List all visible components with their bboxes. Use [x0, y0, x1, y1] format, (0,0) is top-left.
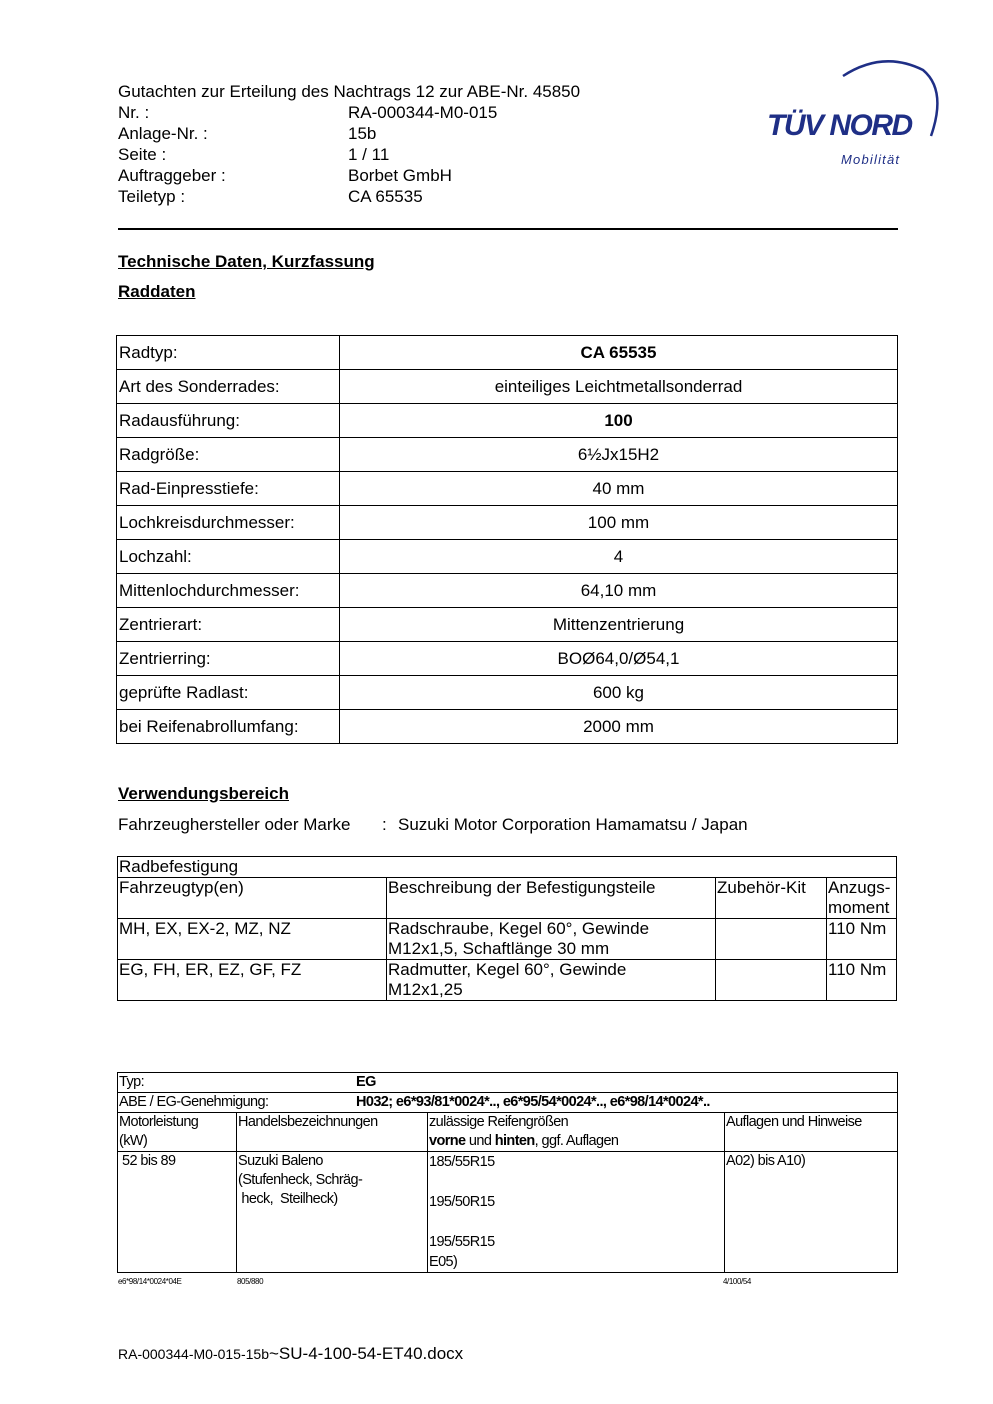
abe-label: ABE / EG-Genehmigung:: [119, 1094, 269, 1110]
raddaten-value: 6½Jx15H2: [340, 438, 898, 472]
table-row: [117, 574, 898, 608]
header-label-nr: Nr. :: [118, 103, 150, 122]
befestigung-title: Radbefestigung: [118, 857, 897, 878]
typ-header-reifen-vorne: vorne: [429, 1133, 466, 1149]
befestigung-table: [117, 856, 897, 1001]
befestigung-header-typen: Fahrzeugtyp(en): [118, 878, 387, 919]
befestigung-beschreibung-line1: Radmutter, Kegel 60°, Gewinde: [388, 960, 627, 979]
befestigung-moment: 110 Nm: [827, 960, 897, 1001]
table-row: [118, 1093, 898, 1113]
befestigung-beschreibung: [387, 960, 716, 1001]
typ-header-reifen: [428, 1113, 725, 1152]
header-value-teiletyp: CA 65535: [348, 187, 423, 206]
table-row: [118, 1113, 898, 1152]
header-value-auftraggeber: Borbet GmbH: [348, 166, 452, 185]
header-label-teiletyp: Teiletyp :: [118, 187, 186, 206]
section-verwendungsbereich: Verwendungsbereich: [118, 784, 289, 803]
typ-value: EG: [356, 1074, 376, 1090]
befestigung-beschreibung-line2: M12x1,25: [388, 980, 463, 999]
logo-subtitle: Mobilität: [841, 152, 901, 167]
abe-value: H032; e6*93/81*0024*.., e6*95/54*0024*.., e6*98/14*0024*..: [356, 1094, 710, 1110]
typ-reifen-2: 195/50R15: [429, 1194, 495, 1210]
raddaten-label: Lochkreisdurchmesser:: [117, 506, 340, 540]
befestigung-typen: MH, EX, EX-2, MZ, NZ: [118, 919, 387, 960]
typ-header-handel: Handelsbezeichnungen: [237, 1113, 428, 1152]
raddaten-value: 40 mm: [340, 472, 898, 506]
table-row: [118, 1073, 898, 1093]
raddaten-label: Radausführung:: [117, 404, 340, 438]
befestigung-beschreibung-line1: Radschraube, Kegel 60°, Gewinde: [388, 919, 650, 938]
raddaten-value: CA 65535: [340, 336, 898, 370]
befestigung-moment: 110 Nm: [827, 919, 897, 960]
table-row: [117, 404, 898, 438]
raddaten-label: bei Reifenabrollumfang:: [117, 710, 340, 744]
section-technische-daten: Technische Daten, Kurzfassung: [118, 252, 375, 271]
befestigung-header-beschreibung: Beschreibung der Befestigungsteile: [387, 878, 716, 919]
footer-part1: RA-000344-M0-015-15b: [118, 1346, 269, 1362]
typ-auflagen: A02) bis A10): [725, 1152, 898, 1273]
typ-reifen-1: 185/55R15: [429, 1154, 495, 1170]
raddaten-value: 600 kg: [340, 676, 898, 710]
table-row: [117, 506, 898, 540]
raddaten-label: Lochzahl:: [117, 540, 340, 574]
raddaten-value: 64,10 mm: [340, 574, 898, 608]
typ-header-motorleistung: [118, 1113, 237, 1152]
table-row: [117, 676, 898, 710]
typ-handel: [237, 1152, 428, 1273]
table-row: [118, 960, 897, 1001]
befestigung-header-moment: [827, 878, 897, 919]
header-label-anlage: Anlage-Nr. :: [118, 124, 208, 143]
raddaten-table: [116, 335, 898, 744]
typ-foot-left: e6*98/14*0024*04E: [118, 1277, 182, 1286]
befestigung-header-kit: Zubehör-Kit: [716, 878, 827, 919]
befestigung-beschreibung: [387, 919, 716, 960]
hersteller-value: Suzuki Motor Corporation Hamamatsu / Japan: [398, 815, 748, 834]
typ-label: Typ:: [119, 1074, 144, 1090]
raddaten-label: Radtyp:: [117, 336, 340, 370]
hersteller-label: Fahrzeughersteller oder Marke: [118, 815, 351, 834]
table-row: [117, 540, 898, 574]
document-title: Gutachten zur Erteilung des Nachtrags 12 zur ABE-Nr. 45850: [118, 82, 581, 101]
raddaten-label: Radgröße:: [117, 438, 340, 472]
table-row: [118, 857, 897, 878]
befestigung-kit: [716, 919, 827, 960]
header-value-seite: 1 / 11: [348, 145, 390, 164]
typ-reifen: [428, 1152, 725, 1273]
table-row: [117, 438, 898, 472]
raddaten-value: 100: [340, 404, 898, 438]
logo-brand: TÜV NORD: [767, 109, 912, 142]
hersteller-separator: :: [382, 815, 387, 834]
raddaten-label: Zentrierart:: [117, 608, 340, 642]
typ-header-auflagen: Auflagen und Hinweise: [725, 1113, 898, 1152]
typ-reifen-4: E05): [429, 1254, 458, 1270]
section-raddaten: Raddaten: [118, 282, 196, 301]
typ-header-motorleistung-a: Motorleistung: [119, 1114, 199, 1130]
raddaten-value: Mittenzentrierung: [340, 608, 898, 642]
header-label-auftraggeber: Auftraggeber :: [118, 166, 226, 185]
table-row: [117, 336, 898, 370]
typ-handel-line1: Suzuki Baleno: [238, 1153, 323, 1169]
raddaten-label: geprüfte Radlast:: [117, 676, 340, 710]
table-row: [118, 878, 897, 919]
befestigung-header-moment-b: moment: [828, 898, 890, 917]
abe-row: [118, 1093, 898, 1113]
raddaten-label: Zentrierring:: [117, 642, 340, 676]
raddaten-value: 2000 mm: [340, 710, 898, 744]
typ-table: [117, 1072, 898, 1273]
typ-reifen-3: 195/55R15: [429, 1234, 495, 1250]
befestigung-kit: [716, 960, 827, 1001]
typ-handel-line2: (Stufenheck, Schräg-: [238, 1172, 363, 1188]
table-row: [118, 919, 897, 960]
befestigung-header-moment-a: Anzugs-: [828, 878, 891, 897]
typ-foot-mid: 805/880: [237, 1277, 264, 1286]
typ-header-reifen-a: zulässige Reifengrößen: [429, 1114, 569, 1130]
hersteller-line: [118, 815, 748, 835]
table-row: [117, 642, 898, 676]
raddaten-value: einteiliges Leichtmetallsonderrad: [340, 370, 898, 404]
header-divider: [118, 228, 898, 230]
raddaten-value: 100 mm: [340, 506, 898, 540]
tuev-nord-logo: [765, 58, 945, 173]
table-row: [118, 1152, 898, 1273]
header-value-anlage: 15b: [348, 124, 377, 143]
table-row: [117, 472, 898, 506]
typ-header-reifen-und: und: [465, 1133, 495, 1149]
raddaten-label: Rad-Einpresstiefe:: [117, 472, 340, 506]
typ-header-reifen-hinten: hinten: [494, 1133, 535, 1149]
table-row: [117, 370, 898, 404]
header-label-seite: Seite :: [118, 145, 167, 164]
raddaten-label: Art des Sonderrades:: [117, 370, 340, 404]
footer-part2: ~SU-4-100-54-ET40.docx: [268, 1344, 464, 1363]
befestigung-typen: EG, FH, ER, EZ, GF, FZ: [118, 960, 387, 1001]
raddaten-value: BOØ64,0/Ø54,1: [340, 642, 898, 676]
typ-leistung: 52 bis 89: [118, 1152, 237, 1273]
typ-header-reifen-auflagen: , ggf. Auflagen: [534, 1133, 619, 1149]
logo-arc-icon: [765, 58, 945, 173]
typ-foot-right: 4/100/54: [723, 1277, 751, 1286]
typ-row: [118, 1073, 898, 1093]
befestigung-beschreibung-line2: M12x1,5, Schaftlänge 30 mm: [388, 939, 610, 958]
typ-handel-line3: heck, Steilheck): [238, 1191, 338, 1207]
table-row: [117, 608, 898, 642]
raddaten-label: Mittenlochdurchmesser:: [117, 574, 340, 608]
raddaten-value: 4: [340, 540, 898, 574]
header-value-nr: RA-000344-M0-015: [348, 103, 498, 122]
table-row: [117, 710, 898, 744]
typ-header-motorleistung-b: (kW): [119, 1133, 148, 1149]
footer-filename: [118, 1344, 463, 1364]
